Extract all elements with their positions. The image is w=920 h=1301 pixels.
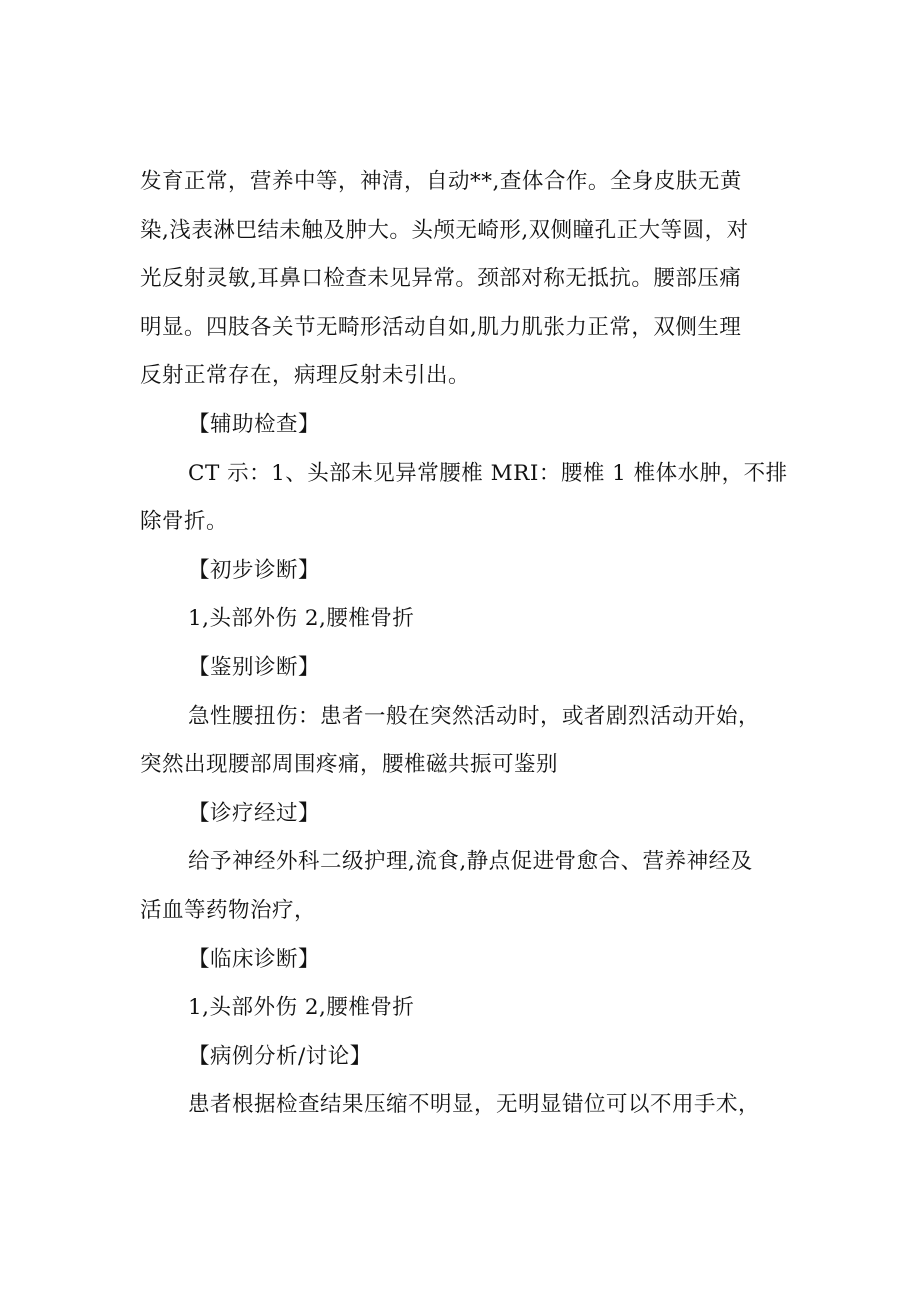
differential-diagnosis-line-2: 突然出现腰部周围疼痛，腰椎磁共振可鉴别 (140, 752, 559, 778)
aux-exam-heading: 【辅助检查】 (188, 411, 321, 437)
physical-exam-line-4: 明显。四肢各关节无畸形活动自如,肌力肌张力正常，双侧生理 (140, 314, 742, 340)
physical-exam-paragraph (140, 158, 785, 401)
case-analysis-line-1: 患者根据检查结果压缩不明显，无明显错位可以不用手术， (188, 1092, 761, 1118)
clinical-diagnosis-paragraph (140, 984, 785, 1033)
treatment-course-line-2: 活血等药物治疗， (140, 897, 317, 923)
case-analysis-paragraph (140, 1081, 785, 1130)
differential-diagnosis-line-1: 急性腰扭伤：患者一般在突然活动时，或者剧烈活动开始， (188, 703, 761, 729)
physical-exam-line-3: 光反射灵敏,耳鼻口检查未见异常。颈部对称无抵抗。腰部压痛 (140, 266, 742, 292)
document-body (140, 158, 788, 1130)
aux-exam-line-1: CT 示：1、头部未见异常腰椎 MRI：腰椎 1 椎体水肿，不排 (188, 460, 788, 486)
aux-exam-paragraph (140, 450, 788, 547)
clinical-diagnosis-heading: 【临床诊断】 (188, 946, 321, 972)
physical-exam-line-2: 染,浅表淋巴结未触及肿大。头颅无崎形,双侧瞳孔正大等圆，对 (140, 217, 749, 243)
physical-exam-line-1: 发育正常，营养中等，神清，自动**,查体合作。全身皮肤无黄 (140, 169, 742, 194)
clinical-diagnosis-text: 1,头部外伤 2,腰椎骨折 (188, 995, 415, 1021)
prelim-diagnosis-text: 1,头部外伤 2,腰椎骨折 (188, 606, 415, 632)
treatment-course-paragraph (140, 838, 785, 935)
prelim-diagnosis-paragraph (140, 595, 785, 644)
differential-diagnosis-heading: 【鉴别诊断】 (188, 654, 321, 680)
aux-exam-line-2: 除骨折。 (140, 509, 229, 535)
treatment-course-line-1: 给予神经外科二级护理,流食,静点促进骨愈合、营养神经及 (188, 849, 753, 875)
case-analysis-heading: 【病例分析/讨论】 (188, 1043, 372, 1069)
physical-exam-line-5: 反射正常存在，病理反射未引出。 (140, 363, 471, 389)
prelim-diagnosis-heading: 【初步诊断】 (188, 557, 321, 583)
differential-diagnosis-paragraph (140, 693, 785, 790)
treatment-course-heading: 【诊疗经过】 (188, 800, 321, 826)
